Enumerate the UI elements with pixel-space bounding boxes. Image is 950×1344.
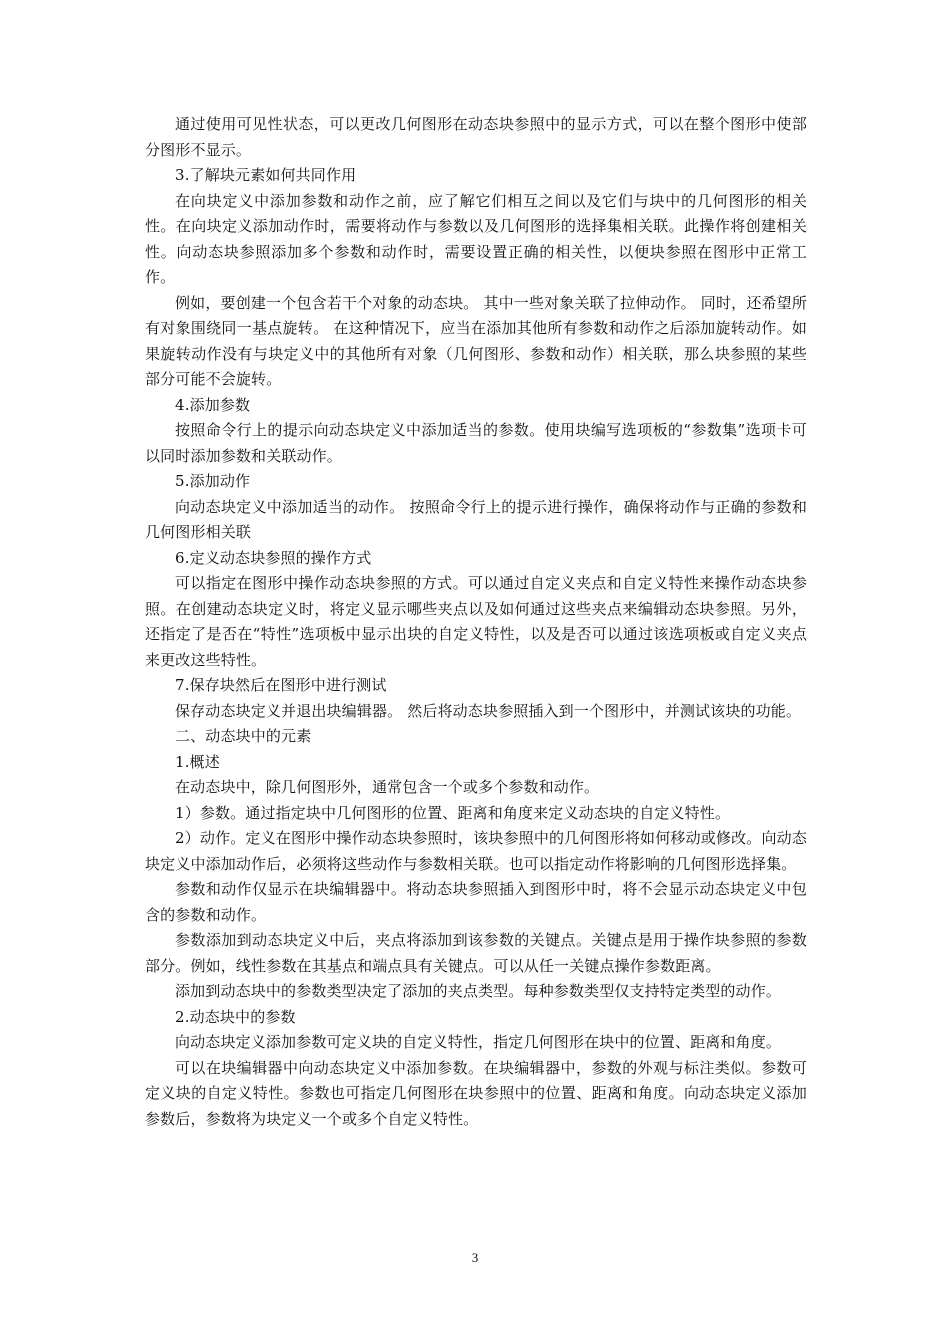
body-paragraph: 例如，要创建一个包含若干个对象的动态块。 其中一些对象关联了拉伸动作。 同时，还希望所有对象围绕同一基点旋转。 在这种情况下，应当在添加其他所有参数和动作之后添加旋转动作。如果旋转动作没有与块定义中的其他所有对象（几何图形、参数和动作）相关联，那么块参照的某些部分可能不会旋转。	[145, 293, 807, 388]
body-paragraph: 参数添加到动态块定义中后，夹点将添加到该参数的关键点。关键点是用于操作块参照的参数部分。例如，线性参数在其基点和端点具有关键点。可以从任一关键点操作参数距离。	[145, 931, 807, 975]
body-paragraph: 向动态块定义中添加适当的动作。 按照命令行上的提示进行操作，确保将动作与正确的参数和几何图形相关联	[145, 497, 807, 541]
body-paragraph: 保存动态块定义并退出块编辑器。 然后将动态块参照插入到一个图形中，并测试该块的功能。	[175, 701, 802, 720]
body-paragraph: 添加到动态块中的参数类型决定了添加的夹点类型。每种参数类型仅支持特定类型的动作。	[175, 982, 782, 1000]
section-heading: 5.添加动作	[175, 472, 251, 490]
body-paragraph: 1）参数。通过指定块中几何图形的位置、距离和角度来定义动态块的自定义特性。	[175, 803, 731, 822]
body-paragraph: 在向块定义中添加参数和动作之前，应了解它们相互之间以及它们与块中的几何图形的相关性。在向块定义添加动作时，需要将动作与参数以及几何图形的选择集相关联。此操作将创建相关性。向动态块参照添加多个参数和动作时，需要设置正确的相关性，以便块参照在图形中正常工作。	[145, 191, 807, 286]
body-paragraph: 通过使用可见性状态，可以更改几何图形在动态块参照中的显示方式，可以在整个图形中使部分图形不显示。	[145, 115, 807, 159]
body-paragraph: 参数和动作仅显示在块编辑器中。将动态块参照插入到图形中时，将不会显示动态块定义中包含的参数和动作。	[145, 880, 807, 924]
body-paragraph: 向动态块定义添加参数可定义块的自定义特性，指定几何图形在块中的位置、距离和角度。	[175, 1033, 782, 1051]
section-heading: 二、动态块中的元素	[175, 727, 312, 745]
section-heading: 2.动态块中的参数	[175, 1007, 296, 1026]
body-paragraph: 可以在块编辑器中向动态块定义中添加参数。在块编辑器中，参数的外观与标注类似。参数可定义块的自定义特性。参数也可指定几何图形在块参照中的位置、距离和角度。向动态块定义添加参数后，参数将为块定义一个或多个自定义特性。	[145, 1058, 807, 1128]
section-heading: 4.添加参数	[175, 395, 251, 414]
section-heading: 6.定义动态块参照的操作方式	[175, 548, 372, 567]
section-heading: 7.保存块然后在图形中进行测试	[175, 676, 387, 694]
body-paragraph: 2）动作。定义在图形中操作动态块参照时，该块参照中的几何图形将如何移动或修改。向动态块定义中添加动作后，必须将这些动作与参数相关联。也可以指定动作将影响的几何图形选择集。	[145, 829, 807, 873]
body-paragraph: 可以指定在图形中操作动态块参照的方式。可以通过自定义夹点和自定义特性来操作动态块参照。在创建动态块定义时，将定义显示哪些夹点以及如何通过这些夹点来编辑动态块参照。另外，还指定了是否在“特性”选项板中显示出块的自定义特性，以及是否可以通过该选项板或自定义夹点来更改这些特性。	[145, 574, 807, 669]
section-heading: 3.了解块元素如何共同作用	[175, 166, 357, 184]
document-body	[145, 112, 807, 1132]
body-paragraph: 按照命令行上的提示向动态块定义中添加适当的参数。使用块编写选项板的“参数集”选项卡可以同时添加参数和关联动作。	[145, 421, 807, 465]
section-heading: 1.概述	[175, 752, 220, 771]
body-paragraph: 在动态块中，除几何图形外，通常包含一个或多个参数和动作。	[175, 778, 600, 796]
page-number: 3	[471, 1250, 479, 1265]
